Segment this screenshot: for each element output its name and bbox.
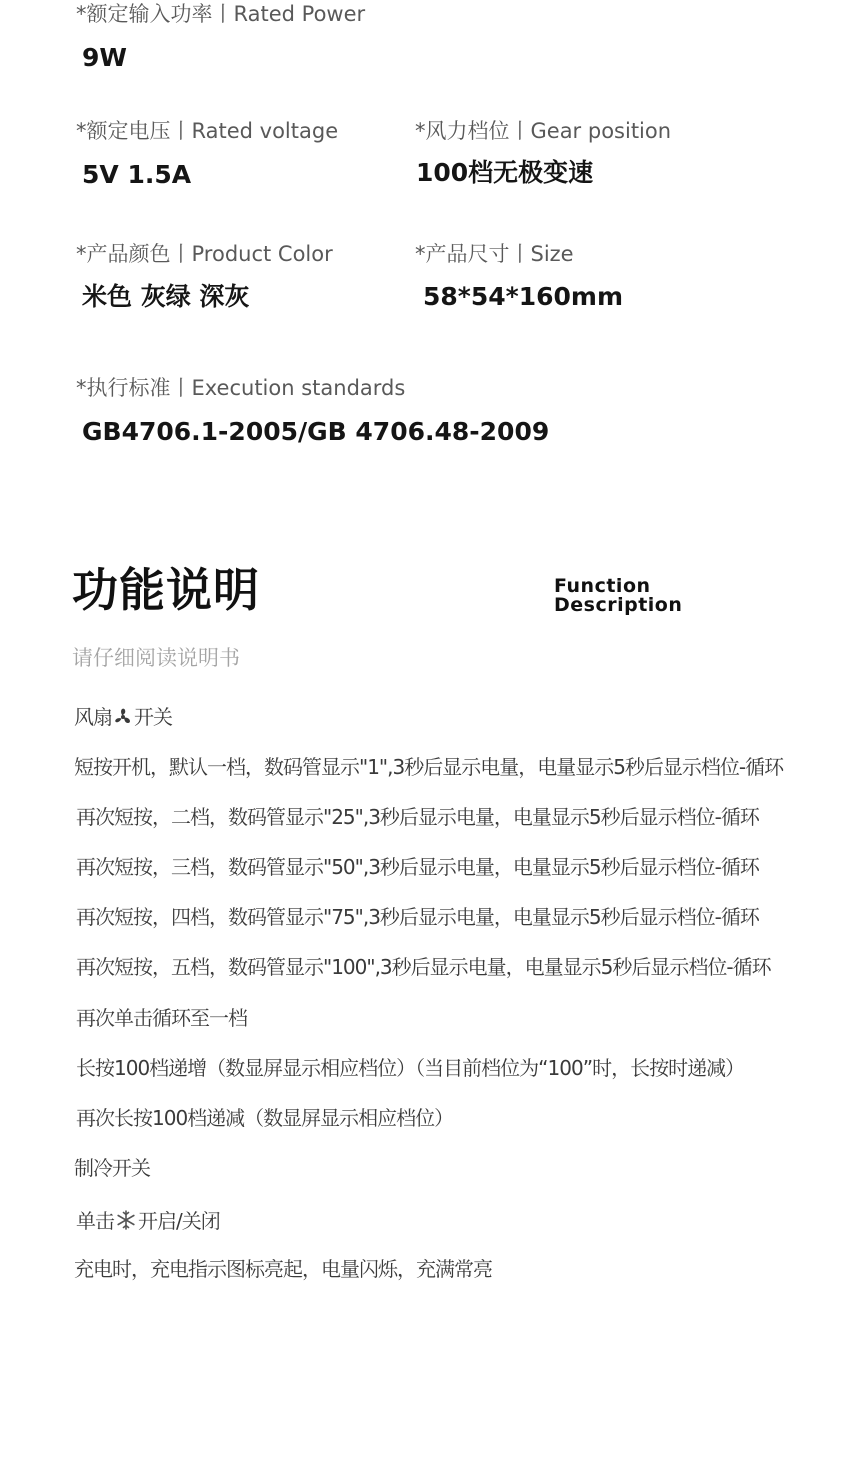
snow-switch-label-a: 单击 (76, 1209, 114, 1233)
spec-label-voltage: *额定电压丨Rated voltage (76, 119, 339, 143)
spec-value-gear: 100档无极变速 (416, 158, 594, 187)
fan-switch-heading (74, 707, 172, 730)
section-title-en-line1: Function (554, 575, 651, 597)
fan-switch-label-b: 开关 (134, 705, 172, 729)
spec-value-size: 58*54*160mm (423, 282, 624, 311)
fan-icon (113, 707, 133, 730)
spec-value-standard: GB4706.1-2005/GB 4706.48-2009 (82, 417, 550, 446)
function-line: 长按100档递增（数显屏显示相应档位）（当目前档位为“100”时，长按时递减） (76, 1056, 745, 1080)
section-subtitle: 请仔细阅读说明书 (72, 646, 240, 670)
spec-label-color: *产品颜色丨Product Color (76, 242, 333, 266)
spec-value-color: 米色 灰绿 深灰 (82, 282, 250, 311)
spec-label-power: *额定输入功率丨Rated Power (76, 2, 366, 26)
function-line: 短按开机，默认一档，数码管显示"1",3秒后显示电量，电量显示5秒后显示档位-循环 (74, 755, 784, 779)
section-title: 功能说明 (72, 563, 260, 617)
snowflake-icon (115, 1209, 137, 1234)
function-line: 再次长按100档递减（数显屏显示相应档位） (76, 1106, 454, 1130)
spec-label-standard: *执行标准丨Execution standards (76, 376, 406, 400)
charging-line: 充电时，充电指示图标亮起，电量闪烁，充满常亮 (74, 1257, 492, 1281)
function-line: 再次短按，三档，数码管显示"50",3秒后显示电量，电量显示5秒后显示档位-循环 (76, 855, 759, 879)
spec-value-voltage: 5V 1.5A (82, 160, 192, 189)
snow-switch-line (76, 1209, 220, 1234)
section-title-en (554, 577, 682, 615)
snow-switch-label-b: 开启/关闭 (138, 1209, 220, 1233)
spec-value-power: 9W (82, 43, 127, 72)
spec-label-gear: *风力档位丨Gear position (415, 119, 672, 143)
section-title-en-line2: Description (554, 594, 683, 616)
function-line: 再次短按，二档，数码管显示"25",3秒后显示电量，电量显示5秒后显示档位-循环 (76, 805, 759, 829)
cooling-switch-heading: 制冷开关 (74, 1156, 150, 1180)
function-line: 再次短按，五档，数码管显示"100",3秒后显示电量，电量显示5秒后显示档位-循环 (76, 955, 771, 979)
fan-switch-label-a: 风扇 (74, 705, 112, 729)
function-line: 再次单击循环至一档 (76, 1006, 247, 1030)
function-line: 再次短按，四档，数码管显示"75",3秒后显示电量，电量显示5秒后显示档位-循环 (76, 905, 759, 929)
spec-label-size: *产品尺寸丨Size (415, 242, 574, 266)
